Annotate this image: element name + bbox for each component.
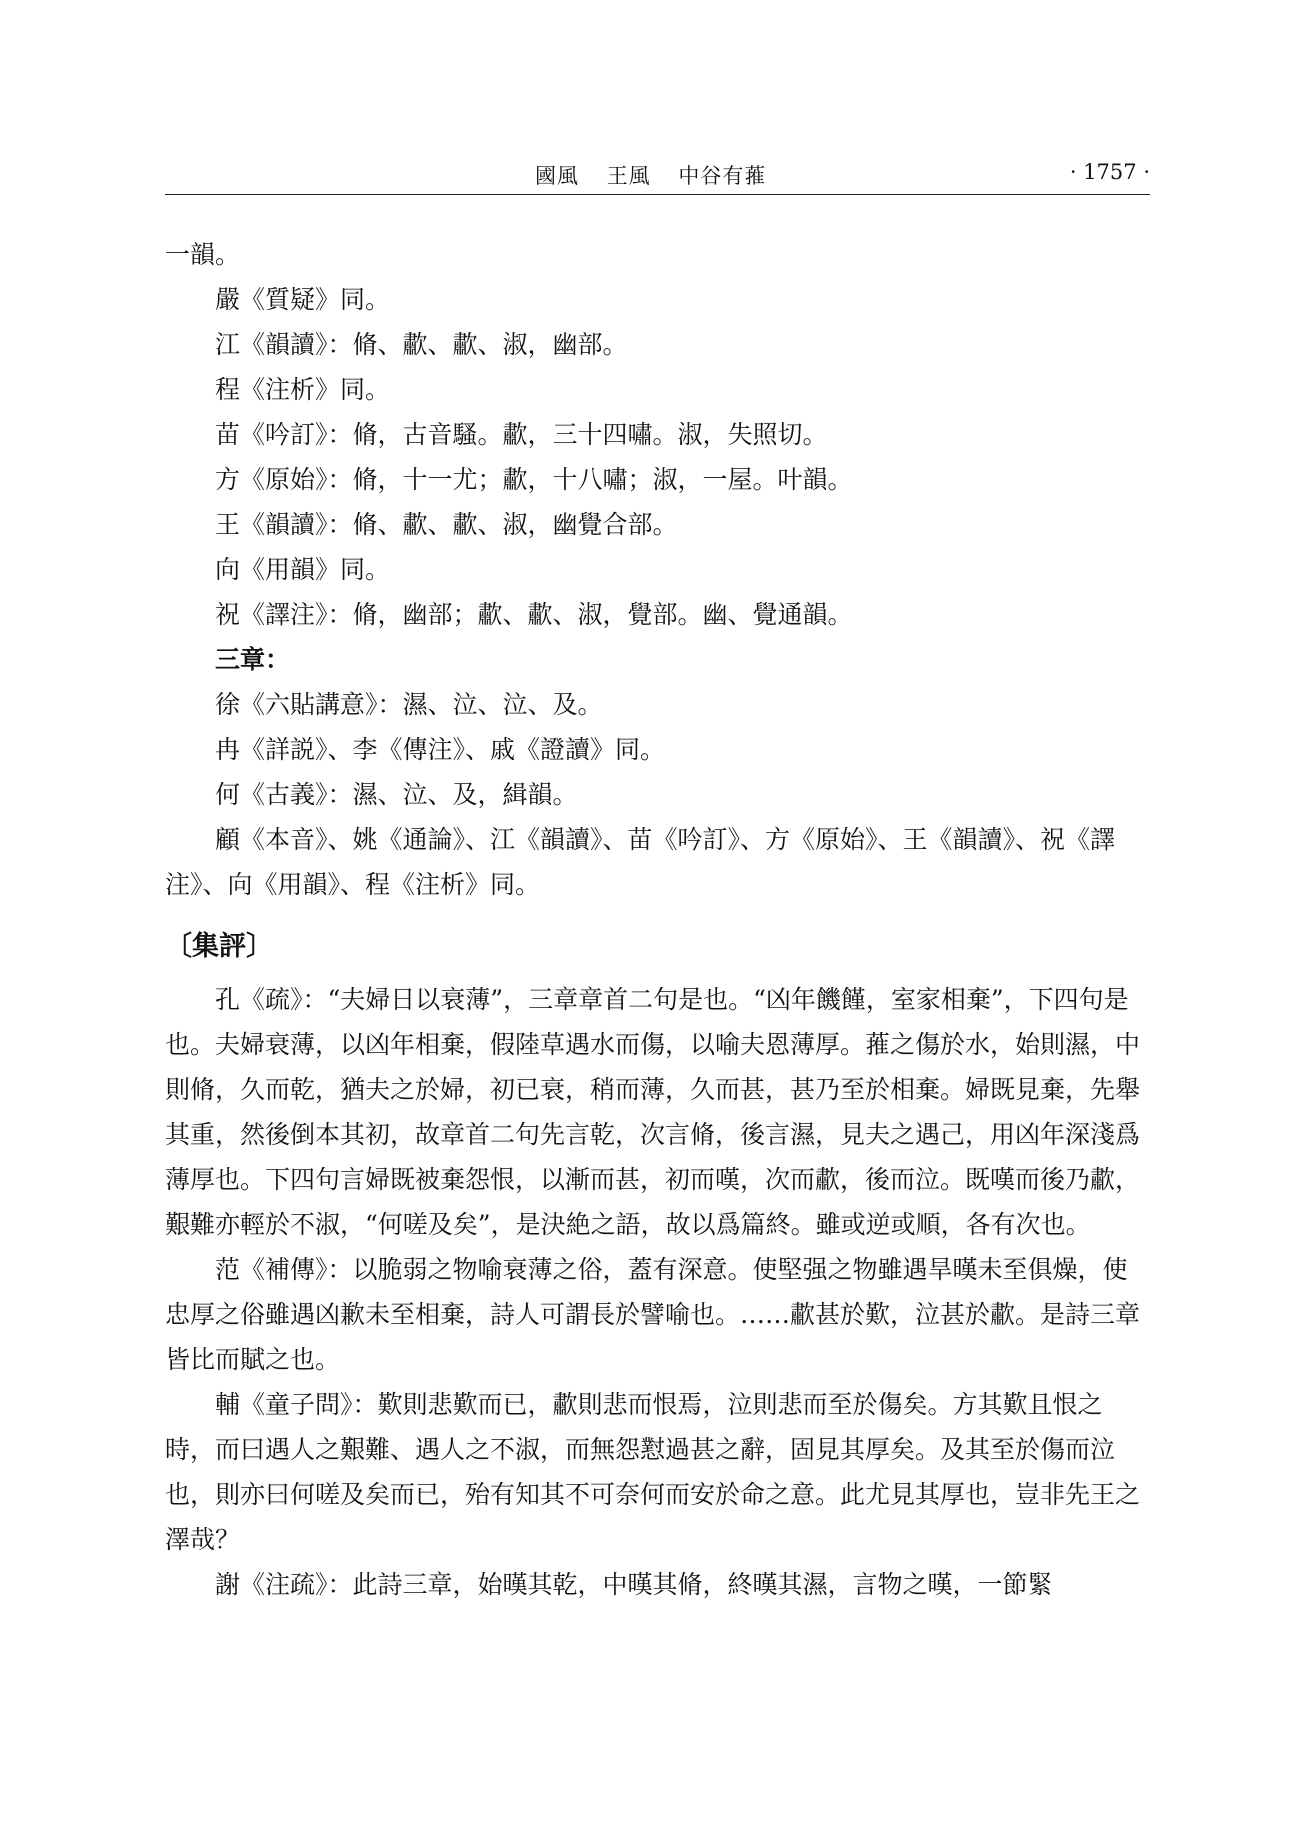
paragraph: 苗《吟訂》：脩，古音騷。歗，三十四嘯。淑，失照切。 xyxy=(215,420,828,449)
commentary-paragraph: 孔《疏》：“夫婦日以衰薄”，三章章首二句是也。“凶年饑饉，室家相棄”，下四句是也。夫婦衰薄，以凶年相棄，假陸草遇水而傷，以喻夫恩薄厚。蓷之傷於水，始則濕，中則脩，久而乾，猶夫之於婦，初已衰，稍而薄，久而甚，甚乃至於相棄。婦既見棄，先舉其重，然後倒本其初，故章首二句先言乾，次言脩，後言濕，見夫之遇己，用凶年深淺爲薄厚也。下四句言婦既被棄怨恨，以漸而甚，初而嘆，次而歗，後而泣。既嘆而後乃歗，艱難亦輕於不淑，“何嗟及矣”，是決絶之語，故以爲篇終。雖或逆或順，各有次也。 xyxy=(165,985,1141,1239)
running-title xyxy=(535,160,786,190)
section-heading: 〔集評〕 xyxy=(165,931,273,962)
running-title-part: 國風 xyxy=(535,164,579,188)
page-body xyxy=(165,232,1150,1607)
header-rule xyxy=(165,194,1150,195)
commentary-paragraph: 謝《注疏》：此詩三章，始暵其乾，中暵其脩，終暵其濕，言物之暵，一節緊 xyxy=(215,1570,1053,1599)
paragraph: 向《用韻》同。 xyxy=(215,555,391,584)
paragraph: 嚴《質疑》同。 xyxy=(215,285,391,314)
running-title-part: 王風 xyxy=(606,164,651,188)
paragraph: 王《韻讀》：脩、歗、歗、淑，幽覺合部。 xyxy=(215,510,678,539)
paragraph: 方《原始》：脩，十一尤；歗，十八嘯；淑，一屋。叶韻。 xyxy=(215,465,853,494)
page-header xyxy=(165,158,1150,194)
commentary-paragraph: 輔《童子問》：歎則悲歎而已，歗則悲而恨焉，泣則悲而至於傷矣。方其歎且恨之時，而曰遇人之艱難、遇人之不淑，而無怨懟過甚之辭，固見其厚矣。及其至於傷而泣也，則亦曰何嗟及矣而已，殆有知其不可奈何而安於命之意。此尤見其厚也，豈非先王之澤哉？ xyxy=(165,1390,1141,1554)
running-title-part: 中谷有蓷 xyxy=(678,164,767,188)
paragraph: 江《韻讀》：脩、歗、歗、淑，幽部。 xyxy=(215,330,628,359)
paragraph: 祝《譯注》：脩，幽部；歗、歗、淑，覺部。幽、覺通韻。 xyxy=(215,600,853,629)
commentary-paragraph: 范《補傳》：以脆弱之物喻衰薄之俗，蓋有深意。使堅强之物雖遇旱暵未至俱燥，使忠厚之俗雖遇凶歉未至相棄，詩人可謂長於譬喻也。……歗甚於歎，泣甚於歗。是詩三章皆比而賦之也。 xyxy=(165,1255,1141,1374)
paragraph: 何《古義》：濕、泣、及，緝韻。 xyxy=(215,780,578,809)
paragraph: 顧《本音》、姚《通論》、江《韻讀》、苗《吟訂》、方《原始》、王《韻讀》、祝《譯注》、向《用韻》、程《注析》同。 xyxy=(165,825,1116,899)
paragraph: 一韻。 xyxy=(165,240,241,269)
paragraph: 冉《詳説》、李《傳注》、戚《證讀》同。 xyxy=(215,735,666,764)
chapter-label: 三章： xyxy=(215,645,291,674)
page-number: · 1757 · xyxy=(1069,160,1150,184)
paragraph: 徐《六貼講意》：濕、泣、泣、及。 xyxy=(215,690,603,719)
paragraph: 程《注析》同。 xyxy=(215,375,391,404)
